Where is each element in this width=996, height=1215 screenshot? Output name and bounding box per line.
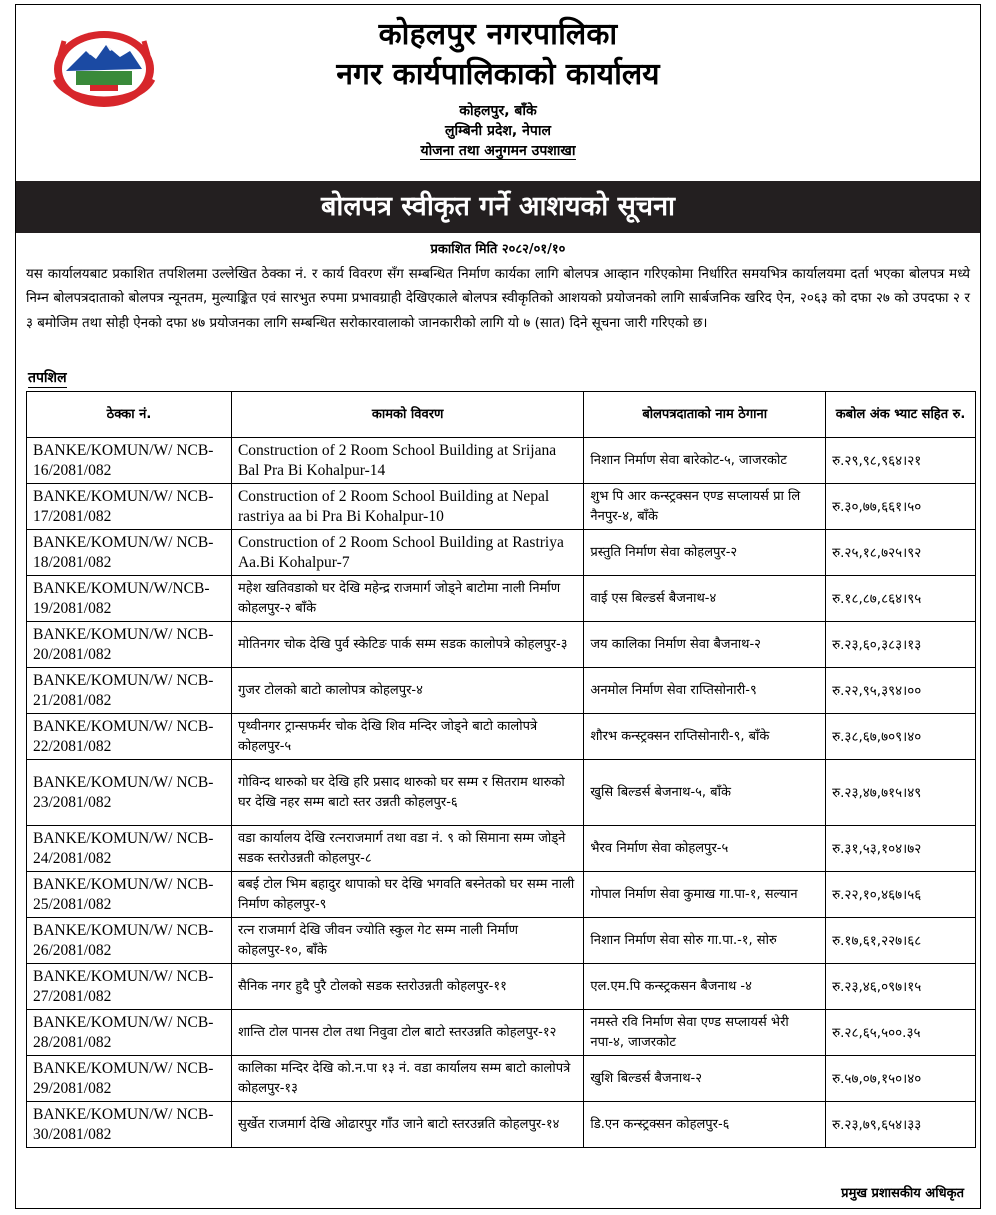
table-row	[27, 530, 976, 576]
table-row	[27, 1010, 976, 1056]
amount-cell: रु.२२,९५,३९४।००	[826, 668, 976, 714]
contract-no-cell: BANKE/KOMUN/W/ NCB-20/2081/082	[27, 622, 232, 668]
description-cell: बबई टोल भिम बहादुर थापाको घर देखि भगवति बस्नेतको घर सम्म नाली निर्माण कोहलपुर-९	[231, 872, 583, 918]
amount-cell: रु.१७,६१,२२७।६८	[826, 918, 976, 964]
table-row	[27, 622, 976, 668]
contract-no-cell: BANKE/KOMUN/W/ NCB-25/2081/082	[27, 872, 232, 918]
bidder-cell: नमस्ते रवि निर्माण सेवा एण्ड सप्लायर्स भेरी नपा-४, जाजरकोट	[584, 1010, 826, 1056]
amount-cell: रु.३१,५३,१०४।७२	[826, 826, 976, 872]
description-cell: सैनिक नगर हुदै पुरै टोलको सडक स्तरोउन्नती कोहलपुर-११	[231, 964, 583, 1010]
description-cell: Construction of 2 Room School Building at Srijana Bal Pra Bi Kohalpur-14	[231, 438, 583, 484]
bidder-cell: भैरव निर्माण सेवा कोहलपुर-५	[584, 826, 826, 872]
contract-no-cell: BANKE/KOMUN/W/ NCB-18/2081/082	[27, 530, 232, 576]
table-row	[27, 484, 976, 530]
table-row	[27, 576, 976, 622]
contract-no-cell: BANKE/KOMUN/W/ NCB-22/2081/082	[27, 714, 232, 760]
notice-title-banner: बोलपत्र स्वीकृत गर्ने आशयको सूचना	[16, 181, 980, 233]
contract-no-cell: BANKE/KOMUN/W/ NCB-21/2081/082	[27, 668, 232, 714]
contract-no-cell: BANKE/KOMUN/W/ NCB-16/2081/082	[27, 438, 232, 484]
bidder-cell: अनमोल निर्माण सेवा राप्तिसोनारी-९	[584, 668, 826, 714]
bidder-cell: वाई एस बिल्डर्स बैजनाथ-४	[584, 576, 826, 622]
municipality-name: कोहलपुर नगरपालिका	[378, 17, 618, 52]
description-cell: Construction of 2 Room School Building at Nepal rastriya aa bi Pra Bi Kohalpur-10	[231, 484, 583, 530]
notice-body: यस कार्यालयबाट प्रकाशित तपशिलमा उल्लेखित ठेक्का नं. र कार्य विवरण सँग सम्बन्धित निर्माण कार्यका लागि बोलपत्र आव्हान गरिएकोमा निर्धारित समयभित्र कार्यालयमा दर्ता भएका बोलपत्र मध्ये निम्न बोलपत्रदाताको बोलपत्र न्यूनतम, मुल्याङ्कित एवं सारभुत रुपमा प्रभावग्राही देखिएकाले बोलपत्र स्वीकृतिको आशयको प्रयोजनको लागि सार्बजनिक खरिद ऐन, २०६३ को दफा २७ को उपदफा २ र ३ बमोजिम तथा सोही ऐनको दफा ४७ प्रयोजनका लागि सम्बन्धित सरोकारवालाको जानकारीको लागि यो ७ (सात) दिने सूचना जारी गरिएको छ।	[26, 267, 970, 331]
contract-no-cell: BANKE/KOMUN/W/NCB- 19/2081/082	[27, 576, 232, 622]
amount-cell: रु.३८,६७,७०९।४०	[826, 714, 976, 760]
bidder-cell: शुभ पि आर कन्स्ट्रक्सन एण्ड सप्लायर्स प्रा लि नैनपुर-४, बाँके	[584, 484, 826, 530]
description-cell: गोविन्द थारुको घर देखि हरि प्रसाद थारुको घर सम्म र सितराम थारुको घर देखि नहर सम्म बाटो स्तर उन्नती कोहलपुर-६	[231, 760, 583, 826]
bidder-cell: खुशि बिल्डर्स बैजनाथ-२	[584, 1056, 826, 1102]
amount-cell: रु.२३,४६,०९७।१५	[826, 964, 976, 1010]
section-name-text: योजना तथा अनुगमन उपशाखा	[420, 143, 576, 159]
description-cell: वडा कार्यालय देखि रत्नराजमार्ग तथा वडा नं. ९ को सिमाना सम्म जोड्ने सडक स्तरोउन्नती कोहलपुर-८	[231, 826, 583, 872]
amount-cell: रु.२३,६०,३८३।१३	[826, 622, 976, 668]
letterhead	[16, 15, 980, 161]
amount-cell: रु.२३,७९,६५४।३३	[826, 1102, 976, 1148]
description-cell: रत्न राजमार्ग देखि जीवन ज्योति स्कुल गेट सम्म नाली निर्माण कोहलपुर-१०, बाँके	[231, 918, 583, 964]
bidder-cell: निशान निर्माण सेवा बारेकोट-५, जाजरकोट	[584, 438, 826, 484]
schedule-label: तपशिल	[28, 370, 67, 386]
table-row	[27, 760, 976, 826]
col-description: कामको विवरण	[231, 392, 583, 438]
amount-cell: रु.२३,४७,७१५।४९	[826, 760, 976, 826]
col-bidder: बोलपत्रदाताको नाम ठेगाना	[584, 392, 826, 438]
table-row	[27, 668, 976, 714]
bidder-cell: खुसि बिल्डर्स बेजनाथ-५, बाँके	[584, 760, 826, 826]
bidder-cell: निशान निर्माण सेवा सोरु गा.पा.-१, सोरु	[584, 918, 826, 964]
signatory-title: प्रमुख प्रशासकीय अधिकृत	[841, 1186, 964, 1201]
bidder-cell: जय कालिका निर्माण सेवा बैजनाथ-२	[584, 622, 826, 668]
bidder-cell: गोपाल निर्माण सेवा कुमाख गा.पा-१, सल्यान	[584, 872, 826, 918]
table-row	[27, 964, 976, 1010]
table-header-row	[27, 392, 976, 438]
amount-cell: रु.२९,९८,९६४।२१	[826, 438, 976, 484]
contract-no-cell: BANKE/KOMUN/W/ NCB-28/2081/082	[27, 1010, 232, 1056]
description-cell: महेश खतिवडाको घर देखि महेन्द्र राजमार्ग जोड्ने बाटोमा नाली निर्माण कोहलपुर-२ बाँके	[231, 576, 583, 622]
contract-no-cell: BANKE/KOMUN/W/ NCB-29/2081/082	[27, 1056, 232, 1102]
description-cell: मोतिनगर चोक देखि पुर्व स्केटिङ पार्क सम्म सडक कालोपत्रे कोहलपुर-३	[231, 622, 583, 668]
published-date: प्रकाशित मिति २०८२/०१/१०	[430, 242, 566, 257]
description-cell: शान्ति टोल पानस टोल तथा निवुवा टोल बाटो स्तरउन्नति कोहलपुर-१२	[231, 1010, 583, 1056]
bidder-cell: शौरभ कन्स्ट्रक्सन राप्तिसोनारी-९, बाँके	[584, 714, 826, 760]
contract-no-cell: BANKE/KOMUN/W/ NCB-23/2081/082	[27, 760, 232, 826]
table-row	[27, 1102, 976, 1148]
amount-cell: रु.१८,८७,८६४।९५	[826, 576, 976, 622]
table-row	[27, 1056, 976, 1102]
notice-page	[15, 4, 981, 1209]
contract-no-cell: BANKE/KOMUN/W/ NCB-17/2081/082	[27, 484, 232, 530]
amount-cell: रु.२५,१८,७२५।९२	[826, 530, 976, 576]
contract-no-cell: BANKE/KOMUN/W/ NCB-27/2081/082	[27, 964, 232, 1010]
col-contract-no: ठेक्का नं.	[27, 392, 232, 438]
bid-table	[26, 391, 976, 1148]
table-row	[27, 918, 976, 964]
table-row	[27, 714, 976, 760]
col-amount: कबोल अंक भ्याट सहित रु.	[826, 392, 976, 438]
description-cell: Construction of 2 Room School Building at Rastriya Aa.Bi Kohalpur-7	[231, 530, 583, 576]
contract-no-cell: BANKE/KOMUN/W/ NCB-24/2081/082	[27, 826, 232, 872]
description-cell: कालिका मन्दिर देखि को.न.पा १३ नं. वडा कार्यालय सम्म बाटो कालोपत्रे कोहलपुर-१३	[231, 1056, 583, 1102]
amount-cell: रु.३०,७७,६६१।५०	[826, 484, 976, 530]
table-row	[27, 872, 976, 918]
address-line-2: लुम्बिनी प्रदेश, नेपाल	[445, 123, 551, 139]
amount-cell: रु.५७,०७,१५०।४०	[826, 1056, 976, 1102]
contract-no-cell: BANKE/KOMUN/W/ NCB-30/2081/082	[27, 1102, 232, 1148]
amount-cell: रु.२८,६५,५००.३५	[826, 1010, 976, 1056]
address-line-1: कोहलपुर, बाँके	[459, 103, 537, 119]
bidder-cell: एल.एम.पि कन्स्ट्रकसन बैजनाथ -४	[584, 964, 826, 1010]
description-cell: पृथ्वीनगर ट्रान्सफर्मर चोक देखि शिव मन्दिर जोड्ने बाटो कालोपत्रे कोहलपुर-५	[231, 714, 583, 760]
amount-cell: रु.२२,१०,४६७।५६	[826, 872, 976, 918]
section-name	[16, 141, 980, 161]
table-row	[27, 826, 976, 872]
table-row	[27, 438, 976, 484]
bidder-cell: प्रस्तुति निर्माण सेवा कोहलपुर-२	[584, 530, 826, 576]
office-name: नगर कार्यपालिकाको कार्यालय	[336, 57, 660, 92]
bidder-cell: डि.एन कन्स्ट्रक्सन कोहलपुर-६	[584, 1102, 826, 1148]
description-cell: गुजर टोलको बाटो कालोपत्र कोहलपुर-४	[231, 668, 583, 714]
description-cell: सुर्खेत राजमार्ग देखि ओढारपुर गाँउ जाने बाटो स्तरउन्नति कोहलपुर-१४	[231, 1102, 583, 1148]
contract-no-cell: BANKE/KOMUN/W/ NCB-26/2081/082	[27, 918, 232, 964]
